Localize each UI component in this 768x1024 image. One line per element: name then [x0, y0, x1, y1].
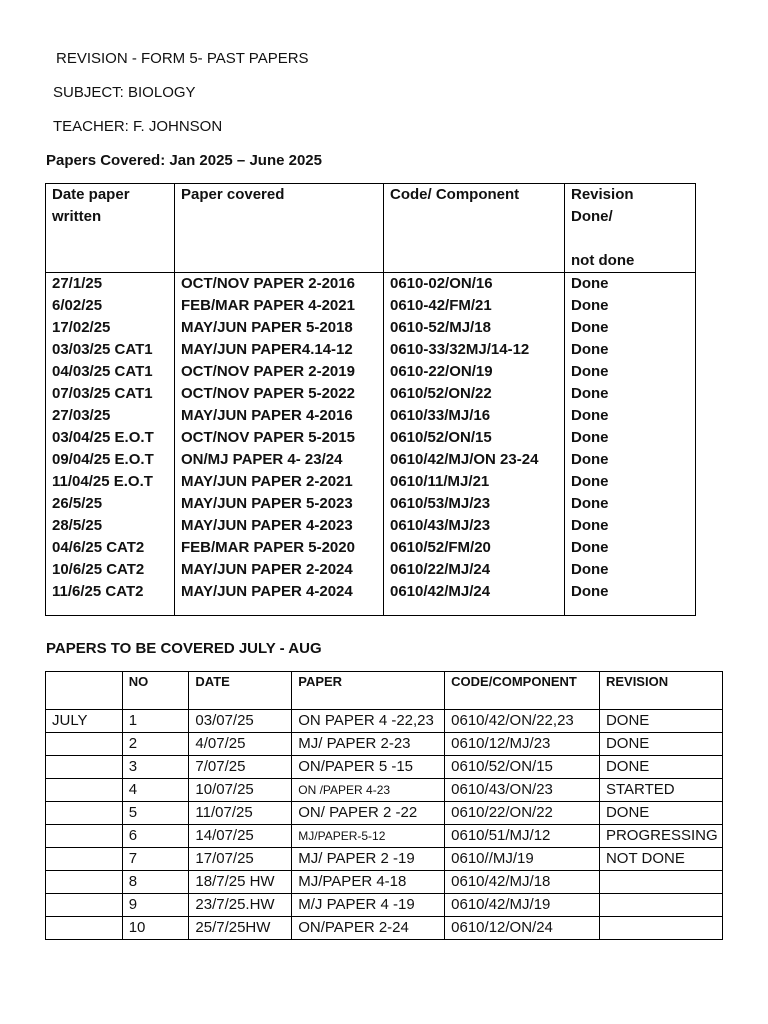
cell-month: [46, 848, 123, 871]
table-row: [46, 894, 723, 917]
cell-revision: Done: [565, 273, 696, 296]
cell-paper: ON PAPER 4 -22,23: [292, 710, 445, 733]
cell-paper: MJ/ PAPER 2 -19: [292, 848, 445, 871]
cell-date: 07/03/25 CAT1: [46, 383, 175, 405]
cell-paper: MAY/JUN PAPER4.14-12: [175, 339, 384, 361]
table-row: [46, 825, 723, 848]
cell-paper: M/J PAPER 4 -19: [292, 894, 445, 917]
header-revision: Revision Done/ not done: [565, 184, 696, 273]
cell-date: 04/03/25 CAT1: [46, 361, 175, 383]
cell-revision: Done: [565, 317, 696, 339]
cell-date: 25/7/25HW: [189, 917, 292, 940]
cell-date: 6/02/25: [46, 295, 175, 317]
cell-date: 28/5/25: [46, 515, 175, 537]
cell-revision: Done: [565, 405, 696, 427]
table-row: [46, 802, 723, 825]
cell-paper: FEB/MAR PAPER 4-2021: [175, 295, 384, 317]
cell-code: 0610/42/MJ/24: [384, 581, 565, 616]
cell-paper: MAY/JUN PAPER 4-2023: [175, 515, 384, 537]
cell-paper: MAY/JUN PAPER 2-2024: [175, 559, 384, 581]
cell-revision: [599, 917, 722, 940]
cell-revision: DONE: [599, 756, 722, 779]
cell-month: [46, 779, 123, 802]
cell-date: 18/7/25 HW: [189, 871, 292, 894]
cell-paper: ON /PAPER 4-23: [292, 779, 445, 802]
table-row: [46, 295, 696, 317]
cell-paper: MJ/PAPER-5-12: [292, 825, 445, 848]
cell-date: 26/5/25: [46, 493, 175, 515]
cell-code: 0610/43/ON/23: [445, 779, 600, 802]
cell-month: [46, 756, 123, 779]
covered-title: Papers Covered: Jan 2025 – June 2025: [46, 152, 322, 169]
header-no: NO: [122, 672, 189, 710]
cell-paper: MJ/ PAPER 2-23: [292, 733, 445, 756]
cell-month: [46, 917, 123, 940]
cell-date: 10/07/25: [189, 779, 292, 802]
cell-no: 2: [122, 733, 189, 756]
cell-month: [46, 802, 123, 825]
cell-paper: MAY/JUN PAPER 2-2021: [175, 471, 384, 493]
cell-revision: Done: [565, 515, 696, 537]
cell-code: 0610-33/32MJ/14-12: [384, 339, 565, 361]
cell-revision: Done: [565, 339, 696, 361]
cell-date: 4/07/25: [189, 733, 292, 756]
to-cover-table: [45, 671, 723, 940]
cell-paper: ON/ PAPER 2 -22: [292, 802, 445, 825]
cell-code: 0610/12/ON/24: [445, 917, 600, 940]
cell-date: 10/6/25 CAT2: [46, 559, 175, 581]
doc-title: REVISION - FORM 5- PAST PAPERS: [56, 50, 309, 67]
cell-date: 23/7/25.HW: [189, 894, 292, 917]
cell-revision: Done: [565, 383, 696, 405]
cell-revision: Done: [565, 493, 696, 515]
cell-code: 0610-52/MJ/18: [384, 317, 565, 339]
cell-revision: Done: [565, 471, 696, 493]
cell-date: 11/07/25: [189, 802, 292, 825]
cell-revision: NOT DONE: [599, 848, 722, 871]
cell-month: [46, 825, 123, 848]
header-paper: Paper covered: [175, 184, 384, 273]
cell-code: 0610-42/FM/21: [384, 295, 565, 317]
table-header-row: [46, 672, 723, 710]
cell-paper: FEB/MAR PAPER 5-2020: [175, 537, 384, 559]
table-row: [46, 273, 696, 296]
cell-code: 0610/43/MJ/23: [384, 515, 565, 537]
cell-date: 11/04/25 E.O.T: [46, 471, 175, 493]
cell-paper: MJ/PAPER 4-18: [292, 871, 445, 894]
table-row: [46, 383, 696, 405]
table-row: [46, 733, 723, 756]
cell-date: 17/02/25: [46, 317, 175, 339]
cell-date: 17/07/25: [189, 848, 292, 871]
header-date: DATE: [189, 672, 292, 710]
table-row: [46, 779, 723, 802]
table-row: [46, 581, 696, 616]
cell-code: 0610/52/ON/22: [384, 383, 565, 405]
table-row: [46, 756, 723, 779]
cell-code: 0610/51/MJ/12: [445, 825, 600, 848]
cell-revision: PROGRESSING: [599, 825, 722, 848]
cell-code: 0610/42/MJ/ON 23-24: [384, 449, 565, 471]
cell-code: 0610/42/ON/22,23: [445, 710, 600, 733]
header-month: [46, 672, 123, 710]
table-row: [46, 559, 696, 581]
header-revision: REVISION: [599, 672, 722, 710]
cell-no: 8: [122, 871, 189, 894]
cell-revision: Done: [565, 581, 696, 616]
cell-code: 0610/52/ON/15: [384, 427, 565, 449]
cell-date: 7/07/25: [189, 756, 292, 779]
cell-paper: MAY/JUN PAPER 4-2016: [175, 405, 384, 427]
cell-revision: Done: [565, 537, 696, 559]
cell-no: 5: [122, 802, 189, 825]
table-row: [46, 449, 696, 471]
cell-code: 0610/33/MJ/16: [384, 405, 565, 427]
table-row: [46, 848, 723, 871]
cell-no: 9: [122, 894, 189, 917]
table-row: [46, 493, 696, 515]
cell-revision: Done: [565, 427, 696, 449]
cell-code: 0610/42/MJ/19: [445, 894, 600, 917]
cell-paper: MAY/JUN PAPER 5-2018: [175, 317, 384, 339]
to-cover-title: PAPERS TO BE COVERED JULY - AUG: [46, 640, 322, 657]
table-row: [46, 317, 696, 339]
cell-code: 0610/11/MJ/21: [384, 471, 565, 493]
cell-revision: Done: [565, 361, 696, 383]
header-paper: PAPER: [292, 672, 445, 710]
cell-no: 3: [122, 756, 189, 779]
table-row: [46, 917, 723, 940]
cell-code: 0610/22/ON/22: [445, 802, 600, 825]
cell-revision: [599, 871, 722, 894]
cell-no: 6: [122, 825, 189, 848]
table-row: [46, 537, 696, 559]
cell-date: 03/04/25 E.O.T: [46, 427, 175, 449]
table-row: [46, 427, 696, 449]
table-row: [46, 361, 696, 383]
table-row: [46, 405, 696, 427]
cell-code: 0610//MJ/19: [445, 848, 600, 871]
cell-paper: OCT/NOV PAPER 5-2022: [175, 383, 384, 405]
cell-date: 27/1/25: [46, 273, 175, 296]
cell-paper: ON/MJ PAPER 4- 23/24: [175, 449, 384, 471]
cell-revision: STARTED: [599, 779, 722, 802]
cell-code: 0610/52/ON/15: [445, 756, 600, 779]
cell-paper: OCT/NOV PAPER 5-2015: [175, 427, 384, 449]
cell-month: [46, 871, 123, 894]
cell-revision: DONE: [599, 733, 722, 756]
cell-month: JULY: [46, 710, 123, 733]
cell-code: 0610/42/MJ/18: [445, 871, 600, 894]
covered-papers-table: [45, 183, 696, 616]
cell-date: 14/07/25: [189, 825, 292, 848]
cell-code: 0610/12/MJ/23: [445, 733, 600, 756]
cell-date: 03/07/25: [189, 710, 292, 733]
table-row: [46, 339, 696, 361]
cell-no: 7: [122, 848, 189, 871]
header-code: Code/ Component: [384, 184, 565, 273]
cell-paper: ON/PAPER 5 -15: [292, 756, 445, 779]
cell-revision: DONE: [599, 710, 722, 733]
table-row: [46, 471, 696, 493]
cell-code: 0610/22/MJ/24: [384, 559, 565, 581]
cell-date: 09/04/25 E.O.T: [46, 449, 175, 471]
cell-no: 4: [122, 779, 189, 802]
cell-no: 1: [122, 710, 189, 733]
subject-line: SUBJECT: BIOLOGY: [53, 84, 196, 101]
cell-revision: Done: [565, 449, 696, 471]
table-row: [46, 515, 696, 537]
cell-month: [46, 894, 123, 917]
cell-date: 27/03/25: [46, 405, 175, 427]
cell-paper: OCT/NOV PAPER 2-2019: [175, 361, 384, 383]
header-date: Date paper written: [46, 184, 175, 273]
header-code: CODE/COMPONENT: [445, 672, 600, 710]
cell-code: 0610/53/MJ/23: [384, 493, 565, 515]
table-header-row: [46, 184, 696, 273]
cell-revision: Done: [565, 559, 696, 581]
cell-revision: Done: [565, 295, 696, 317]
cell-paper: MAY/JUN PAPER 4-2024: [175, 581, 384, 616]
table-row: [46, 871, 723, 894]
cell-code: 0610-02/ON/16: [384, 273, 565, 296]
cell-date: 04/6/25 CAT2: [46, 537, 175, 559]
cell-no: 10: [122, 917, 189, 940]
cell-paper: ON/PAPER 2-24: [292, 917, 445, 940]
cell-revision: [599, 894, 722, 917]
cell-paper: OCT/NOV PAPER 2-2016: [175, 273, 384, 296]
cell-revision: DONE: [599, 802, 722, 825]
cell-code: 0610/52/FM/20: [384, 537, 565, 559]
cell-date: 03/03/25 CAT1: [46, 339, 175, 361]
cell-month: [46, 733, 123, 756]
cell-paper: MAY/JUN PAPER 5-2023: [175, 493, 384, 515]
cell-code: 0610-22/ON/19: [384, 361, 565, 383]
table-row: [46, 710, 723, 733]
teacher-line: TEACHER: F. JOHNSON: [53, 118, 223, 135]
cell-date: 11/6/25 CAT2: [46, 581, 175, 616]
